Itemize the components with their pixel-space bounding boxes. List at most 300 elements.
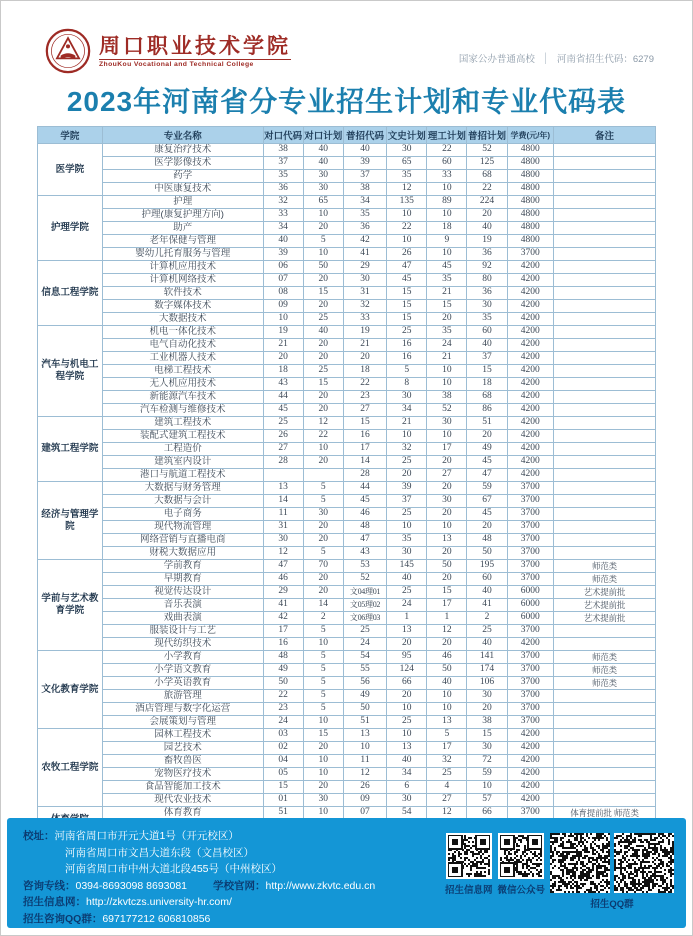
plan-value-cell: 5	[303, 664, 343, 677]
plan-value-cell: 4200	[507, 638, 553, 651]
plan-value-cell: 125	[467, 157, 507, 170]
plan-value-cell: 4200	[507, 781, 553, 794]
plan-value-cell: 5	[303, 235, 343, 248]
plan-value-cell: 44	[343, 482, 386, 495]
plan-value-cell: 19	[467, 235, 507, 248]
table-row	[38, 677, 656, 690]
plan-value-cell: 22	[467, 183, 507, 196]
plan-value-cell: 15	[387, 300, 427, 313]
plan-value-cell: 5	[303, 703, 343, 716]
plan-value-cell: 32	[263, 196, 303, 209]
plan-value-cell: 34	[343, 196, 386, 209]
column-header: 对口代码	[263, 127, 303, 144]
table-row	[38, 469, 656, 482]
plan-value-cell: 40	[467, 586, 507, 599]
plan-value-cell: 5	[303, 651, 343, 664]
remark-cell	[553, 157, 655, 170]
plan-value-cell: 54	[343, 651, 386, 664]
table-row	[38, 651, 656, 664]
college-cell: 经济与管理学院	[38, 482, 103, 560]
plan-value-cell: 5	[303, 482, 343, 495]
plan-value-cell: 20	[303, 274, 343, 287]
plan-value-cell: 4200	[507, 274, 553, 287]
plan-value-cell: 36	[467, 248, 507, 261]
plan-value-cell: 13	[263, 482, 303, 495]
plan-value-cell: 10	[303, 248, 343, 261]
remark-cell	[553, 469, 655, 482]
qr-label-wechat: 微信公众号	[497, 885, 545, 896]
plan-value-cell: 34	[263, 222, 303, 235]
plan-value-cell: 24	[387, 599, 427, 612]
plan-value-cell: 31	[343, 287, 386, 300]
plan-value-cell: 20	[467, 521, 507, 534]
remark-cell	[553, 183, 655, 196]
major-name-cell: 数字媒体技术	[102, 300, 263, 313]
plan-value-cell: 15	[387, 287, 427, 300]
major-name-cell: 婴幼儿托育服务与管理	[102, 248, 263, 261]
plan-value-cell: 13	[387, 625, 427, 638]
plan-value-cell: 106	[467, 677, 507, 690]
college-name-en: ZhouKou Vocational and Technical College	[99, 59, 291, 68]
table-row	[38, 183, 656, 196]
remark-cell	[553, 326, 655, 339]
plan-value-cell: 30	[387, 144, 427, 157]
qr-qq-group-block	[550, 833, 674, 910]
table-row	[38, 768, 656, 781]
plan-value-cell: 20	[387, 690, 427, 703]
admission-site-label: 招生信息网：	[23, 896, 86, 908]
plan-value-cell: 36	[467, 287, 507, 300]
remark-cell: 体育提前批 师范类	[553, 807, 655, 820]
table-row	[38, 690, 656, 703]
plan-value-cell: 95	[387, 651, 427, 664]
plan-value-cell: 4800	[507, 144, 553, 157]
major-name-cell: 现代物流管理	[102, 521, 263, 534]
plan-value-cell: 20	[303, 391, 343, 404]
column-header: 普招代码	[343, 127, 386, 144]
major-name-cell: 大数据与财务管理	[102, 482, 263, 495]
plan-value-cell: 10	[303, 209, 343, 222]
plan-value-cell: 55	[343, 664, 386, 677]
remark-cell	[553, 222, 655, 235]
website-link[interactable]: http://www.zkvtc.edu.cn	[265, 879, 376, 892]
plan-value-cell: 27	[263, 443, 303, 456]
plan-value-cell: 10	[343, 742, 386, 755]
hotline-value: 0394-8693098 8693081	[75, 879, 188, 892]
plan-value-cell: 18	[263, 365, 303, 378]
plan-value-cell: 18	[467, 378, 507, 391]
plan-value-cell: 20	[303, 300, 343, 313]
plan-value-cell: 4800	[507, 170, 553, 183]
plan-value-cell: 89	[427, 196, 467, 209]
plan-value-cell: 10	[427, 183, 467, 196]
plan-value-cell: 42	[263, 612, 303, 625]
qr-admission-site-block	[445, 833, 493, 896]
plan-value-cell: 40	[263, 235, 303, 248]
plan-value-cell: 37	[263, 157, 303, 170]
plan-value-cell: 4200	[507, 755, 553, 768]
remark-cell	[553, 495, 655, 508]
plan-value-cell: 09	[343, 794, 386, 807]
plan-value-cell: 4200	[507, 378, 553, 391]
table-row	[38, 261, 656, 274]
major-name-cell: 旅游管理	[102, 690, 263, 703]
plan-value-cell: 16	[387, 352, 427, 365]
plan-value-cell: 33	[427, 170, 467, 183]
major-name-cell: 医学影像技术	[102, 157, 263, 170]
college-brand	[45, 28, 291, 74]
major-name-cell: 大数据与会计	[102, 495, 263, 508]
plan-value-cell	[263, 469, 303, 482]
remark-cell	[553, 313, 655, 326]
remark-cell	[553, 534, 655, 547]
table-row	[38, 573, 656, 586]
major-name-cell: 工程造价	[102, 443, 263, 456]
remark-cell	[553, 417, 655, 430]
plan-value-cell: 32	[387, 443, 427, 456]
plan-value-cell: 68	[467, 391, 507, 404]
major-name-cell: 电子商务	[102, 508, 263, 521]
plan-value-cell: 27	[343, 404, 386, 417]
plan-value-cell: 50	[343, 703, 386, 716]
admission-site-link[interactable]: http://zkvtczs.university-hr.com/	[86, 896, 232, 908]
qr-wechat-block	[497, 833, 545, 896]
plan-value-cell: 5	[427, 729, 467, 742]
plan-value-cell: 13	[427, 534, 467, 547]
college-logo-icon	[45, 28, 91, 74]
plan-value-cell: 51	[467, 417, 507, 430]
plan-value-cell: 10	[427, 365, 467, 378]
plan-value-cell: 3700	[507, 716, 553, 729]
plan-value-cell: 195	[467, 560, 507, 573]
plan-value-cell: 4200	[507, 794, 553, 807]
plan-value-cell: 33	[343, 313, 386, 326]
plan-value-cell: 47	[467, 469, 507, 482]
remark-cell	[553, 716, 655, 729]
plan-value-cell: 08	[263, 287, 303, 300]
plan-value-cell: 32	[343, 300, 386, 313]
plan-value-cell: 20	[427, 508, 467, 521]
plan-value-cell: 60	[467, 326, 507, 339]
major-name-cell: 建筑室内设计	[102, 456, 263, 469]
plan-value-cell: 3700	[507, 508, 553, 521]
plan-value-cell: 4200	[507, 326, 553, 339]
qq-line	[23, 911, 445, 928]
remark-cell	[553, 443, 655, 456]
plan-value-cell: 21	[387, 417, 427, 430]
plan-value-cell: 6000	[507, 612, 553, 625]
plan-value-cell: 11	[263, 508, 303, 521]
college-name-cn: 周口职业技术学院	[99, 33, 291, 59]
table-row	[38, 170, 656, 183]
plan-value-cell: 13	[387, 742, 427, 755]
college-name-block	[99, 34, 291, 67]
plan-value-cell: 38	[467, 716, 507, 729]
plan-value-cell: 141	[467, 651, 507, 664]
plan-value-cell: 56	[343, 677, 386, 690]
plan-value-cell: 20	[303, 521, 343, 534]
plan-value-cell: 4200	[507, 313, 553, 326]
plan-value-cell: 10	[303, 716, 343, 729]
remark-cell	[553, 404, 655, 417]
plan-value-cell: 28	[263, 456, 303, 469]
table-row	[38, 430, 656, 443]
page-title: 2023年河南省分专业招生计划和专业代码表	[66, 86, 627, 117]
table-row	[38, 534, 656, 547]
plan-value-cell: 49	[263, 664, 303, 677]
plan-value-cell: 35	[427, 274, 467, 287]
plan-value-cell: 54	[387, 807, 427, 820]
plan-value-cell: 20	[427, 547, 467, 560]
plan-value-cell: 19	[343, 326, 386, 339]
table-header-row	[38, 127, 656, 144]
plan-value-cell: 52	[343, 573, 386, 586]
major-name-cell: 体育教育	[102, 807, 263, 820]
plan-value-cell: 25	[387, 716, 427, 729]
major-name-cell: 小学教育	[102, 651, 263, 664]
plan-value-cell: 22	[343, 378, 386, 391]
plan-value-cell: 4200	[507, 391, 553, 404]
plan-value-cell: 30	[467, 300, 507, 313]
plan-value-cell: 20	[303, 222, 343, 235]
plan-value-cell: 10	[303, 638, 343, 651]
qr-label-admission-site: 招生信息网	[444, 885, 493, 896]
table-row	[38, 599, 656, 612]
remark-cell	[553, 209, 655, 222]
plan-value-cell: 5	[303, 677, 343, 690]
plan-value-cell: 35	[427, 326, 467, 339]
plan-value-cell: 45	[387, 274, 427, 287]
address-label: 校址：	[23, 830, 55, 842]
plan-value-cell: 4800	[507, 157, 553, 170]
plan-value-cell: 25	[387, 508, 427, 521]
plan-value-cell: 10	[263, 313, 303, 326]
plan-value-cell: 15	[387, 313, 427, 326]
address-line	[23, 828, 445, 845]
table-row	[38, 508, 656, 521]
remark-cell	[553, 521, 655, 534]
plan-value-cell: 6000	[507, 599, 553, 612]
plan-value-cell: 4800	[507, 222, 553, 235]
table-row	[38, 729, 656, 742]
plan-value-cell: 1	[387, 612, 427, 625]
major-name-cell: 中医康复技术	[102, 183, 263, 196]
remark-cell	[553, 248, 655, 261]
plan-value-cell: 15	[303, 287, 343, 300]
admission-site-line	[23, 894, 445, 911]
table-row	[38, 352, 656, 365]
plan-value-cell: 10	[427, 521, 467, 534]
remark-cell	[553, 196, 655, 209]
plan-value-cell: 45	[467, 456, 507, 469]
remark-cell: 师范类	[553, 573, 655, 586]
plan-value-cell: 20	[467, 209, 507, 222]
remark-cell	[553, 456, 655, 469]
remark-cell	[553, 482, 655, 495]
plan-value-cell: 34	[387, 768, 427, 781]
plan-value-cell: 3700	[507, 560, 553, 573]
plan-value-cell: 40	[303, 326, 343, 339]
plan-value-cell: 12	[343, 768, 386, 781]
plan-value-cell: 2	[467, 612, 507, 625]
plan-value-cell: 24	[263, 716, 303, 729]
major-name-cell: 机电一体化技术	[102, 326, 263, 339]
table-row	[38, 300, 656, 313]
plan-value-cell: 16	[387, 339, 427, 352]
major-name-cell: 酒店管理与数字化运营	[102, 703, 263, 716]
column-header: 理工计划	[427, 127, 467, 144]
plan-value-cell: 20	[343, 352, 386, 365]
plan-value-cell: 14	[263, 495, 303, 508]
remark-cell	[553, 144, 655, 157]
plan-value-cell: 4	[427, 781, 467, 794]
plan-value-cell: 23	[343, 391, 386, 404]
plan-value-cell: 50	[263, 677, 303, 690]
major-name-cell: 护理	[102, 196, 263, 209]
plan-value-cell: 10	[387, 703, 427, 716]
table-row	[38, 716, 656, 729]
plan-value-cell: 4200	[507, 261, 553, 274]
plan-value-cell: 26	[387, 248, 427, 261]
plan-value-cell: 20	[467, 703, 507, 716]
major-name-cell: 护理(康复护理方向)	[102, 209, 263, 222]
table-row	[38, 560, 656, 573]
hotline-label: 咨询专线：	[23, 879, 76, 892]
remark-cell	[553, 625, 655, 638]
column-header: 文史计划	[387, 127, 427, 144]
plan-value-cell: 30	[303, 183, 343, 196]
plan-value-cell: 25	[263, 417, 303, 430]
college-cell: 汽车与机电工程学院	[38, 326, 103, 417]
plan-value-cell: 4800	[507, 209, 553, 222]
table-row	[38, 326, 656, 339]
plan-value-cell: 22	[263, 690, 303, 703]
plan-value-cell: 09	[263, 300, 303, 313]
address-line: 河南省周口市中州大道北段455号（中州校区）	[65, 863, 283, 875]
plan-value-cell: 4800	[507, 196, 553, 209]
major-name-cell: 戏曲表演	[102, 612, 263, 625]
plan-value-cell: 15	[343, 417, 386, 430]
plan-value-cell: 59	[467, 482, 507, 495]
major-name-cell: 药学	[102, 170, 263, 183]
table-row	[38, 378, 656, 391]
table-row	[38, 586, 656, 599]
plan-value-cell: 6000	[507, 586, 553, 599]
plan-value-cell: 12	[427, 625, 467, 638]
plan-value-cell: 45	[263, 404, 303, 417]
plan-value-cell: 38	[343, 183, 386, 196]
plan-value-cell: 文05理02	[343, 599, 386, 612]
remark-cell	[553, 287, 655, 300]
plan-value-cell: 文04理01	[343, 586, 386, 599]
plan-value-cell: 20	[467, 430, 507, 443]
plan-value-cell: 3700	[507, 807, 553, 820]
plan-value-cell: 21	[343, 339, 386, 352]
plan-value-cell: 27	[427, 794, 467, 807]
major-name-cell: 电气自动化技术	[102, 339, 263, 352]
major-name-cell: 宠物医疗技术	[102, 768, 263, 781]
plan-value-cell: 50	[467, 547, 507, 560]
plan-value-cell: 25	[303, 313, 343, 326]
major-name-cell: 新能源汽车技术	[102, 391, 263, 404]
major-name-cell: 学前教育	[102, 560, 263, 573]
plan-value-cell: 10	[427, 378, 467, 391]
plan-value-cell: 42	[343, 235, 386, 248]
plan-value-cell: 9	[427, 235, 467, 248]
plan-value-cell	[303, 469, 343, 482]
table-row	[38, 703, 656, 716]
plan-value-cell: 20	[303, 404, 343, 417]
plan-value-cell: 3700	[507, 625, 553, 638]
college-cell: 建筑工程学院	[38, 417, 103, 482]
major-name-cell: 畜牧兽医	[102, 755, 263, 768]
plan-value-cell: 45	[467, 508, 507, 521]
college-cell: 农牧工程学院	[38, 729, 103, 807]
plan-value-cell: 45	[427, 261, 467, 274]
plan-value-cell: 27	[427, 469, 467, 482]
table-row	[38, 755, 656, 768]
plan-value-cell: 43	[263, 378, 303, 391]
college-cell: 信息工程学院	[38, 261, 103, 326]
plan-value-cell: 8	[387, 378, 427, 391]
plan-value-cell: 224	[467, 196, 507, 209]
plan-value-cell: 15	[303, 378, 343, 391]
remark-cell: 师范类	[553, 677, 655, 690]
plan-value-cell: 46	[263, 573, 303, 586]
plan-value-cell: 41	[263, 599, 303, 612]
plan-value-cell: 4200	[507, 443, 553, 456]
remark-cell	[553, 235, 655, 248]
major-name-cell: 助产	[102, 222, 263, 235]
remark-cell	[553, 755, 655, 768]
table-row	[38, 794, 656, 807]
remark-cell: 艺术提前批	[553, 599, 655, 612]
major-name-cell: 食品智能加工技术	[102, 781, 263, 794]
table-row	[38, 274, 656, 287]
plan-value-cell: 92	[467, 261, 507, 274]
plan-value-cell: 10	[303, 768, 343, 781]
website-label: 学校官网：	[213, 879, 266, 892]
plan-value-cell: 35	[387, 534, 427, 547]
table-row	[38, 365, 656, 378]
table-row	[38, 391, 656, 404]
plan-value-cell: 12	[303, 417, 343, 430]
plan-value-cell: 05	[263, 768, 303, 781]
badge-public-college: 国家公办普通高校	[458, 54, 535, 65]
plan-value-cell: 4200	[507, 287, 553, 300]
remark-cell: 师范类	[553, 560, 655, 573]
plan-value-cell: 174	[467, 664, 507, 677]
column-header: 备注	[553, 127, 655, 144]
plan-value-cell: 47	[263, 560, 303, 573]
plan-value-cell: 30	[303, 794, 343, 807]
plan-value-cell: 20	[303, 586, 343, 599]
major-name-cell: 建筑工程技术	[102, 417, 263, 430]
table-row	[38, 404, 656, 417]
plan-value-cell: 20	[427, 638, 467, 651]
plan-value-cell: 1	[427, 612, 467, 625]
remark-cell	[553, 638, 655, 651]
plan-value-cell: 41	[467, 599, 507, 612]
plan-value-cell: 4200	[507, 768, 553, 781]
plan-value-cell: 22	[427, 144, 467, 157]
table-row	[38, 456, 656, 469]
plan-value-cell: 66	[387, 677, 427, 690]
plan-value-cell: 47	[343, 534, 386, 547]
plan-value-cell: 4200	[507, 339, 553, 352]
plan-value-cell: 13	[427, 716, 467, 729]
plan-value-cell: 20	[303, 339, 343, 352]
